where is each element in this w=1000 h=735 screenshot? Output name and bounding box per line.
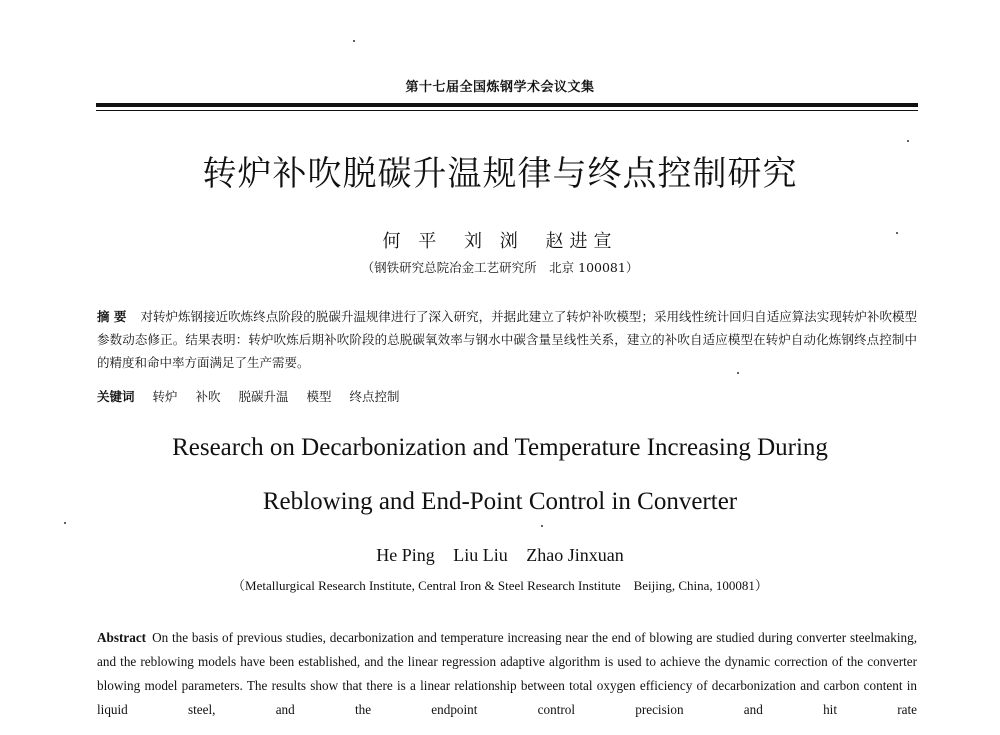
header-rule-thin <box>96 110 918 111</box>
en-title-line-1: Research on Decarbonization and Temperature Increasing During <box>172 434 828 461</box>
cn-keyword: 转炉 <box>152 389 178 404</box>
running-header: 第十七届全国炼钢学术会议文集 <box>405 80 595 95</box>
cn-keyword: 终点控制 <box>349 389 400 404</box>
en-affiliation: （Metallurgical Research Institute, Central Iron & Steel Research Institute Beijing, China, 100081） <box>232 578 768 593</box>
en-title-line-2: Reblowing and End-Point Control in Converter <box>262 488 738 515</box>
en-authors <box>0 545 1000 566</box>
cn-author: 赵进宣 <box>545 231 618 252</box>
cn-authors <box>0 227 1000 253</box>
cn-keyword: 脱碳升温 <box>238 389 289 404</box>
en-abstract <box>97 626 917 722</box>
en-author: Liu Liu <box>453 545 508 565</box>
cn-keyword: 补吹 <box>195 389 221 404</box>
en-author: He Ping <box>376 545 435 565</box>
scan-speck <box>64 522 66 524</box>
scan-speck <box>353 40 355 42</box>
cn-keyword: 模型 <box>306 389 332 404</box>
en-author: Zhao Jinxuan <box>526 545 624 565</box>
scan-speck <box>896 232 898 234</box>
cn-keywords-label: 关键词 <box>97 389 135 404</box>
cn-abstract-label: 摘 要 <box>97 309 127 324</box>
cn-author: 刘 浏 <box>464 231 524 252</box>
cn-abstract <box>97 305 917 374</box>
scan-speck <box>907 140 909 142</box>
en-abstract-text: On the basis of previous studies, decarbonization and temperature increasing near the end of blowing are studied during converter steelmaking, and the reblowing models have been established, and the linear regression adaptive algorithm is used to achieve the dynamic correction of the converter blowing model parameters. The results show that there is a linear relationship between total oxygen efficiency of decarbonization and carbon content in liquid steel, and the endpoint control precision and hit rate <box>97 630 917 717</box>
cn-keywords <box>97 387 917 405</box>
cn-author: 何 平 <box>382 231 443 252</box>
cn-affiliation: （钢铁研究总院冶金工艺研究所 北京 100081） <box>361 260 639 275</box>
cn-abstract-text: 对转炉炼钢接近吹炼终点阶段的脱碳升温规律进行了深入研究，并据此建立了转炉补吹模型；采用线性统计回归自适应算法实现转炉补吹模型参数动态修正。结果表明：转炉吹炼后期补吹阶段的总脱碳氧效率与钢水中碳含量呈线性关系，建立的补吹自适应模型在转炉自动化炼钢终点控制中的精度和命中率方面满足了生产需要。 <box>97 309 917 370</box>
scan-speck <box>541 525 543 527</box>
scan-speck <box>737 372 739 374</box>
en-abstract-label: Abstract <box>97 630 147 645</box>
header-rule-thick <box>96 103 918 107</box>
cn-title: 转炉补吹脱碳升温规律与终点控制研究 <box>202 154 798 194</box>
